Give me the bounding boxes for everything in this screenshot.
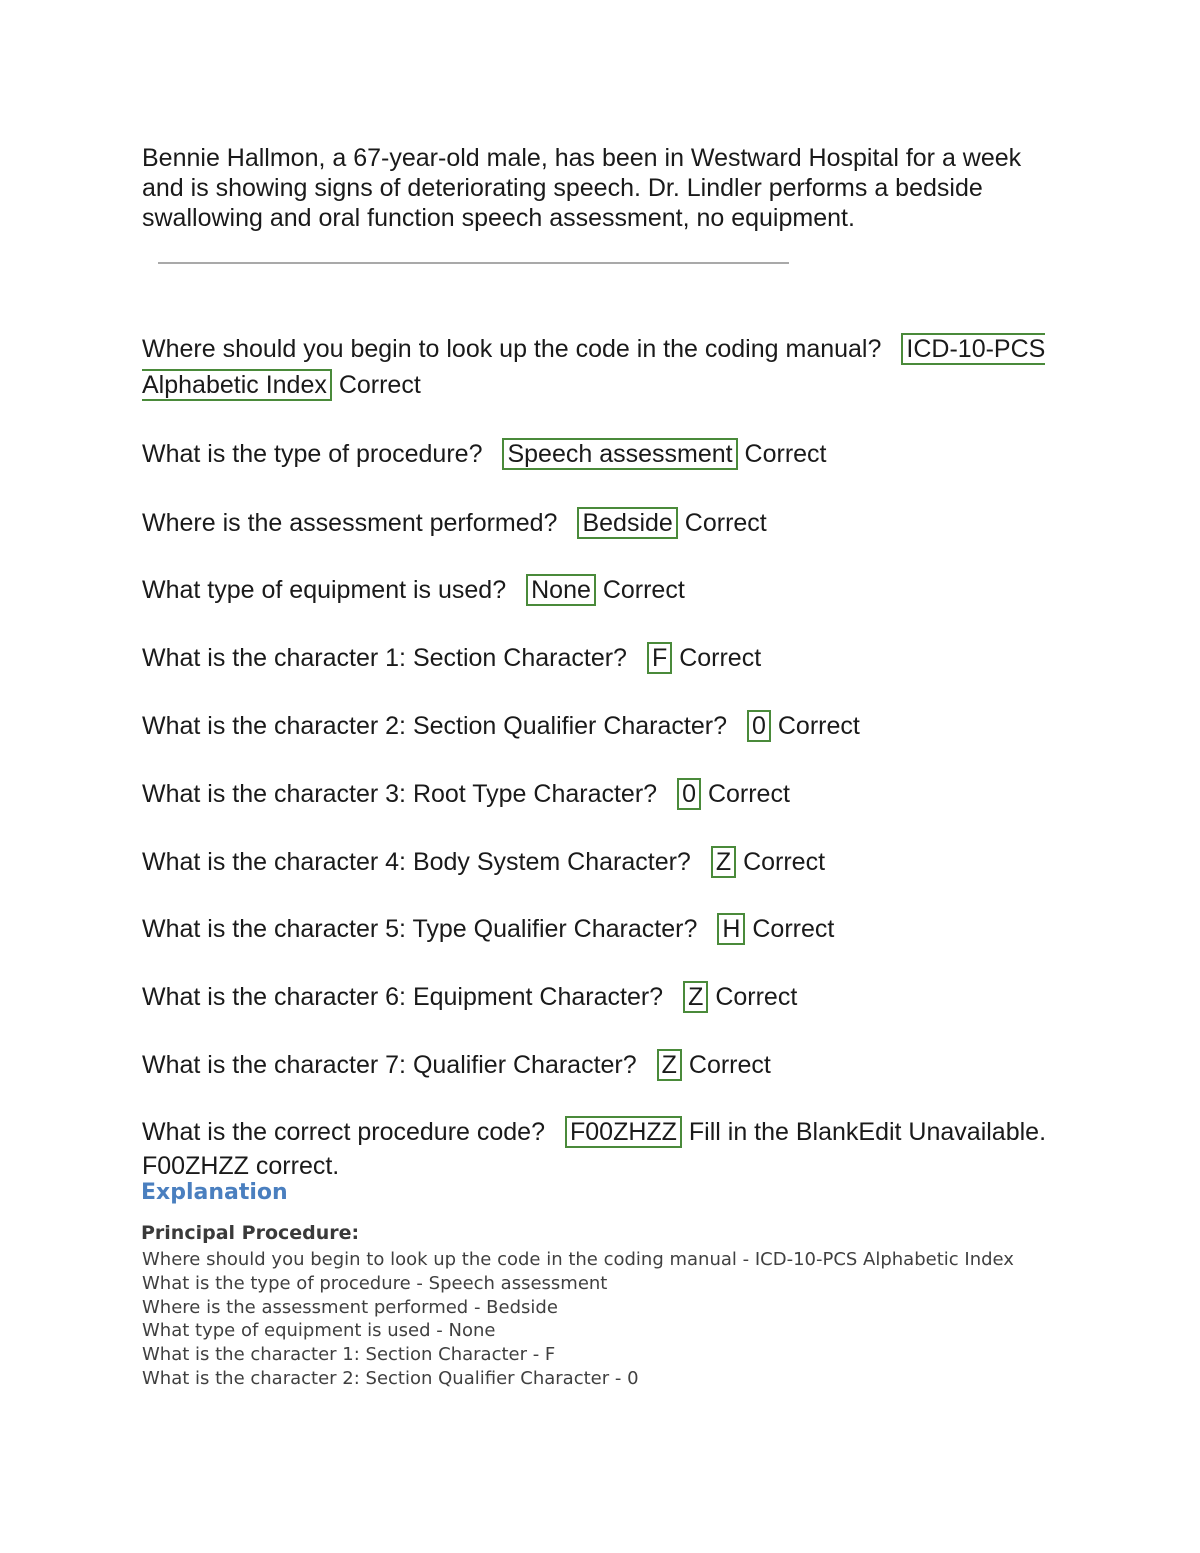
question-row [142,911,834,947]
question-row [142,776,790,812]
explanation-line: Where is the assessment performed - Bedside [142,1296,558,1318]
question-text: What is the type of procedure? [142,440,483,468]
question-text: Where is the assessment performed? [142,509,558,537]
explanation-line: What type of equipment is used - None [142,1320,496,1342]
question-row [142,1115,1057,1183]
answer-field[interactable]: None [526,574,596,606]
question-text: What is the character 4: Body System Character? [142,848,691,876]
result-text: Correct [688,1051,771,1079]
section-divider [158,262,789,264]
explanation-list [142,1248,1014,1391]
question-text: What is the correct procedure code? [142,1118,545,1146]
answer-field[interactable]: 0 [747,710,771,742]
answer-field[interactable]: ICD-10-PCS Alphabetic Index [142,335,1046,399]
question-text: What is the character 2: Section Qualifier Character? [142,712,727,740]
result-text: Correct [752,915,835,943]
answer-field[interactable]: H [717,913,745,945]
result-text: Correct [679,644,762,672]
question-row [142,844,825,880]
answer-field[interactable]: Speech assessment [502,438,737,470]
result-text: Correct [777,712,860,740]
question-text: Where should you begin to look up the code in the coding manual? [142,335,882,363]
result-text: Correct [743,848,826,876]
question-row [142,979,797,1015]
question-row [142,1047,771,1083]
answer-field[interactable]: Bedside [577,507,677,539]
result-text: Correct [707,780,790,808]
case-scenario: Bennie Hallmon, a 67-year-old male, has been in Westward Hospital for a week and is showing signs of deteriorating speech. Dr. Lindler performs a bedside swallowing and oral function speech assessment, no equipment. [142,144,1022,232]
answer-field[interactable]: 0 [677,778,701,810]
question-text: What is the character 1: Section Character? [142,644,627,672]
question-row [142,436,827,472]
explanation-line: What is the character 2: Section Qualifier Character - 0 [142,1367,639,1389]
question-row [142,640,761,676]
result-text: Fill in the BlankEdit Unavailable. F00ZHZZ correct. [142,1118,1047,1180]
answer-field[interactable]: F00ZHZZ [565,1116,682,1148]
result-text: Correct [744,440,827,468]
question-text: What is the character 7: Qualifier Character? [142,1051,637,1079]
answer-field[interactable]: Z [711,846,736,878]
result-text: Correct [715,983,798,1011]
question-row [142,708,860,744]
explanation-line: Where should you begin to look up the code in the coding manual - ICD-10-PCS Alphabetic Index [142,1249,1014,1270]
question-text: What type of equipment is used? [142,576,507,604]
question-text: What is the character 6: Equipment Character? [142,983,664,1011]
explanation-line: What is the character 1: Section Character - F [142,1344,556,1366]
question-text: What is the character 5: Type Qualifier Character? [142,915,698,943]
explanation-line: What is the type of procedure - Speech assessment [142,1272,608,1294]
principal-procedure-heading: Principal Procedure: [141,1222,360,1244]
question-text: What is the character 3: Root Type Character? [142,780,658,808]
explanation-heading: Explanation [141,1180,288,1205]
result-text: Correct [338,371,421,399]
question-row [142,505,767,541]
result-text: Correct [684,509,767,537]
question-row [142,331,1057,403]
question-row [142,572,685,608]
answer-field[interactable]: Z [683,981,708,1013]
answer-field[interactable]: F [647,642,672,674]
answer-field[interactable]: Z [657,1049,682,1081]
result-text: Correct [602,576,685,604]
